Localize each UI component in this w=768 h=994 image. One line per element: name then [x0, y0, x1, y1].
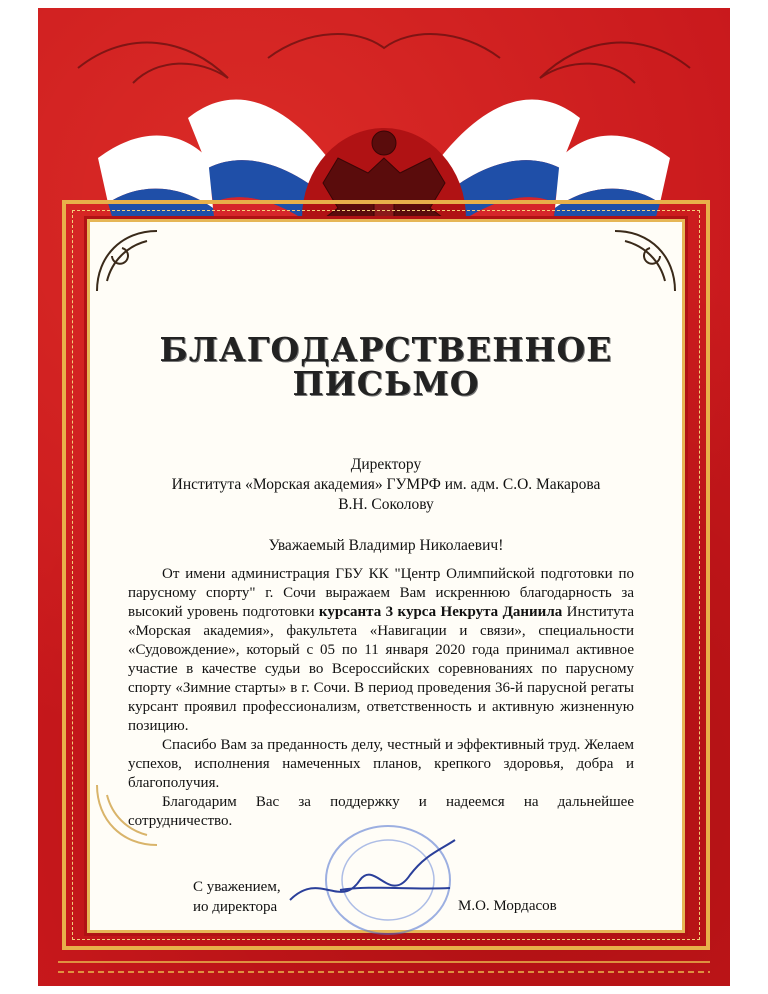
closing-line-1: С уважением, [193, 879, 281, 895]
signatory-name: М.О. Мордасов [458, 898, 557, 914]
paragraph-1-part-2: Института «Морская академия», факультета «Навигации и связи», специальности «Судовождение», который с 05 по 11 января 2020 года принимал активное участие в качестве судьи во Всероссийских соревнованиях по парусному спорту «Зимние старты» в г. Сочи. В период проведения 36-й парусной регаты курсант проявил профессионализм, ответственность и активную жизненную позицию. [128, 604, 634, 734]
addressee-name: В.Н. Соколову [338, 496, 434, 513]
paragraph-1 [128, 565, 634, 736]
handwritten-signature [280, 830, 470, 920]
corner-flourish-top-left [92, 226, 162, 296]
salutation: Уважаемый Владимир Николаевич! [268, 537, 504, 554]
paragraph-1-bold: курсанта 3 курса Некрута Даниила [318, 604, 563, 620]
paragraph-1-part-1: От имени администрация ГБУ КК "Центр Олимпийской подготовки по парусному спорту" г. Сочи выражаем Вам искреннюю благодарность за высокий уровень подготовки [128, 566, 634, 620]
title-line-2: ПИСЬМО [292, 364, 480, 403]
addressee-organization: Института «Морская академия» ГУМРФ им. адм. С.О. Макарова [171, 476, 601, 493]
addressee-block [90, 455, 682, 515]
document-title [90, 330, 682, 403]
closing-line-2: ио директора [193, 899, 278, 915]
paragraph-3: Благодарим Вас за поддержку и надеемся на дальнейшее сотрудничество. [128, 794, 634, 829]
title-line-1: БЛАГОДАРСТВЕННОЕ [159, 330, 613, 369]
paragraph-2: Спасибо Вам за преданность делу, честный и эффективный труд. Желаем успехов, исполнения намеченных планов, крепкого здоровья, добра и благополучия. [128, 737, 634, 791]
signature-closing [193, 877, 281, 917]
addressee-position: Директору [350, 456, 422, 473]
letter-body [128, 565, 634, 831]
corner-flourish-top-right [610, 226, 680, 296]
